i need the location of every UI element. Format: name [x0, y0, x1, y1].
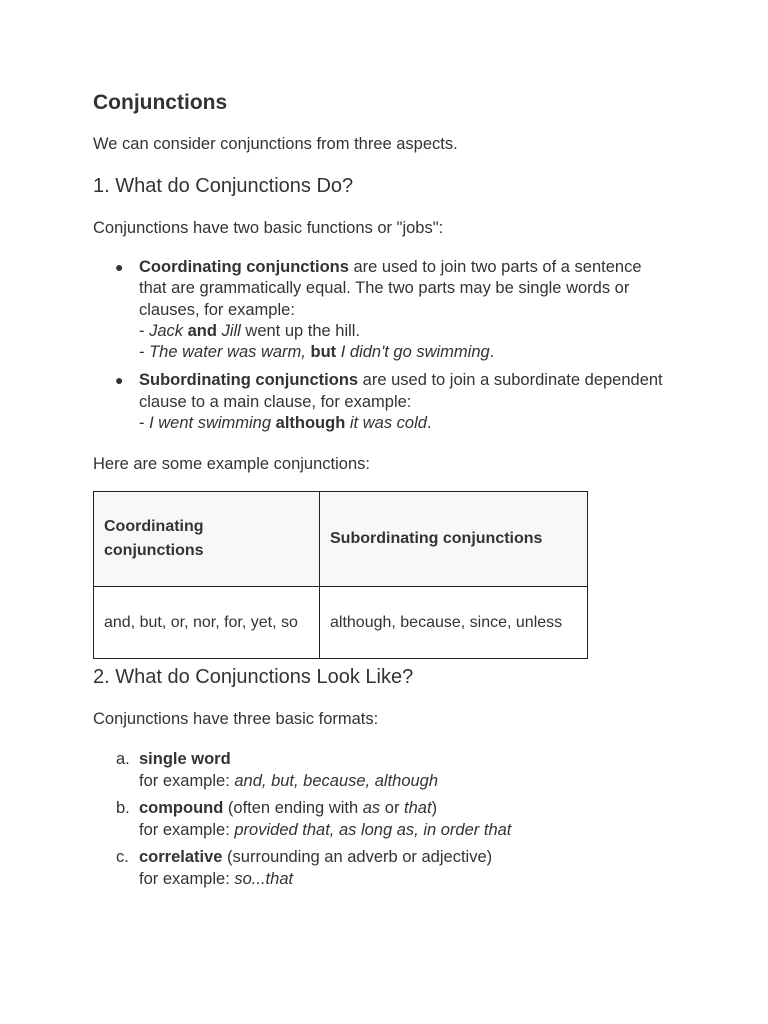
example-part: Jack	[149, 321, 184, 340]
section2-heading: 2. What do Conjunctions Look Like?	[93, 666, 414, 688]
list-item	[93, 797, 693, 841]
example-part: The water was warm,	[149, 343, 306, 362]
format-example-line	[139, 819, 693, 841]
example-label: for example:	[139, 870, 235, 888]
format-term-line	[139, 797, 693, 819]
format-term: compound	[139, 799, 224, 817]
section1-lead: Conjunctions have two basic functions or "jobs":	[93, 219, 444, 237]
format-term-line	[139, 846, 693, 868]
list-item	[93, 846, 693, 890]
table-lead: Here are some example conjunctions:	[93, 455, 370, 473]
example-dash: -	[139, 414, 150, 433]
bullet-line	[139, 257, 693, 278]
format-note: or	[380, 799, 405, 817]
bullet-line: clauses, for example:	[139, 300, 295, 319]
table-header-row	[94, 492, 588, 587]
format-term: single word	[139, 750, 231, 768]
bullet-line: clause to a main clause, for example:	[139, 392, 412, 411]
format-note: (surrounding an adverb or adjective)	[222, 848, 493, 866]
bullet-text: are used to join two parts of a sentence	[348, 258, 642, 276]
term-coordinating: Coordinating conjunctions	[139, 258, 349, 276]
list-item	[93, 748, 693, 792]
example-rest: went up the hill.	[240, 321, 361, 340]
table-header-coordinating	[94, 492, 320, 587]
bullet-icon: ●	[115, 259, 124, 275]
example-line	[139, 413, 693, 434]
list-marker: b.	[116, 799, 130, 817]
example-conjunction: but	[310, 343, 337, 362]
section2-lead: Conjunctions have three basic formats:	[93, 710, 379, 728]
example-label: for example:	[139, 821, 235, 839]
section1-heading: 1. What do Conjunctions Do?	[93, 175, 354, 197]
example-text: provided that, as long as, in order that	[234, 821, 512, 839]
page-title: Conjunctions	[93, 91, 228, 114]
header-line: Coordinating	[104, 518, 204, 535]
list-marker: c.	[116, 848, 129, 866]
bullet-text: are used to join a subordinate dependent	[358, 371, 663, 390]
table-cell: and, but, or, nor, for, yet, so	[94, 587, 320, 659]
format-note-italic: as	[362, 799, 381, 817]
term-subordinating: Subordinating conjunctions	[139, 371, 359, 390]
example-conjunction: and	[187, 321, 217, 340]
list-marker: a.	[116, 750, 130, 768]
example-line	[139, 342, 693, 363]
example-label: for example:	[139, 772, 235, 790]
table-header-subordinating: Subordinating conjunctions	[320, 492, 588, 587]
format-term-line	[139, 748, 693, 770]
bullet-icon: ●	[115, 372, 124, 389]
bullet-line: that are grammatically equal. The two parts may be single words or	[139, 279, 630, 298]
intro-paragraph: We can consider conjunctions from three aspects.	[93, 135, 458, 153]
example-part: I went swimming	[149, 414, 272, 433]
example-rest: .	[426, 414, 432, 433]
format-term: correlative	[139, 848, 223, 866]
example-part: it was cold	[349, 414, 427, 433]
list-item	[93, 370, 693, 434]
format-example-line	[139, 770, 693, 792]
conjunctions-table	[93, 491, 588, 659]
format-note: (often ending with	[223, 799, 363, 817]
header-line: conjunctions	[104, 542, 204, 559]
example-conjunction: although	[275, 414, 346, 433]
format-note-italic: that	[404, 799, 432, 817]
format-note: )	[431, 799, 438, 817]
table-cell: although, because, since, unless	[320, 587, 588, 659]
example-part: Jill	[221, 321, 241, 340]
example-dash: -	[139, 343, 150, 362]
formats-list	[93, 748, 693, 895]
example-part: I didn't go swimming	[340, 343, 490, 362]
bullet-line	[139, 370, 693, 391]
example-rest: .	[489, 343, 495, 362]
example-text: so...that	[234, 870, 294, 888]
example-text: and, but, because, although	[234, 772, 439, 790]
example-line	[139, 321, 693, 342]
functions-list	[93, 257, 693, 441]
table-row	[94, 587, 588, 659]
example-dash: -	[139, 321, 150, 340]
list-item	[93, 257, 693, 363]
format-example-line	[139, 868, 693, 890]
